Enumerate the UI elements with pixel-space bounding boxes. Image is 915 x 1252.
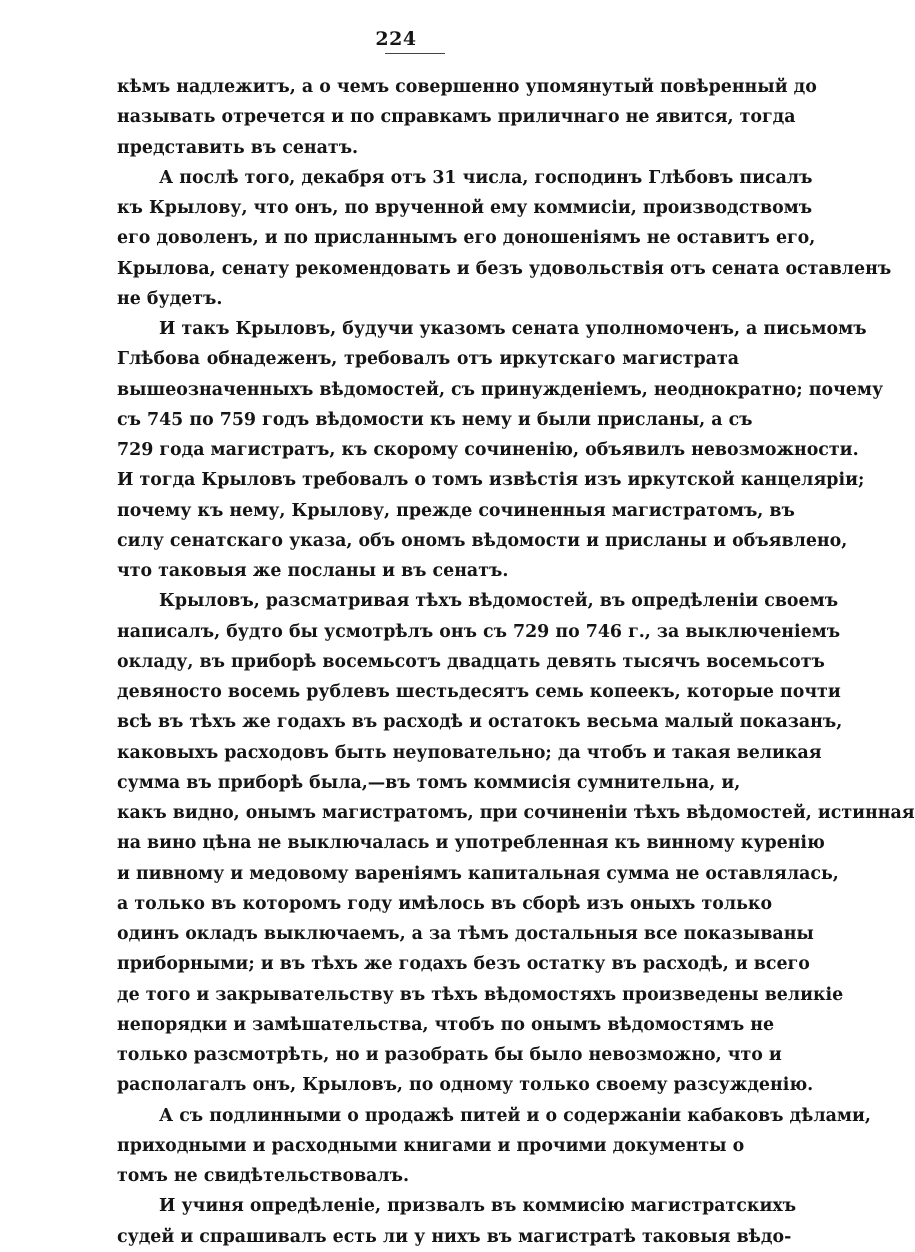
text-line: вышеозначенныхъ вѣдомостей, съ принужденіемъ, неоднократно; почему <box>117 379 884 400</box>
text-line: И тогда Крыловъ требовалъ о томъ извѣстія изъ иркутской канцеляріи; <box>117 470 865 491</box>
body-text <box>117 72 915 1252</box>
text-line: А съ подлинными о продажѣ питей и о содержаніи кабаковъ дѣлами, <box>159 1105 871 1126</box>
text-line: де того и закрывательству въ тѣхъ вѣдомостяхъ произведены великіе <box>117 984 844 1005</box>
text-line: а только въ которомъ году имѣлось въ сборѣ изъ оныхъ только <box>117 893 773 914</box>
text-line: Крыловъ, разсматривая тѣхъ вѣдомостей, въ опредѣленіи своемъ <box>159 591 839 612</box>
text-line: приборными; и въ тѣхъ же годахъ безъ остатку въ расходѣ, и всего <box>117 954 810 975</box>
text-line: представить въ сенатъ. <box>117 137 359 158</box>
header-rule <box>385 53 445 54</box>
text-line: почему къ нему, Крылову, прежде сочиненныя магистратомъ, въ <box>117 500 795 521</box>
text-line: непорядки и замѣшательства, чтобъ по онымъ вѣдомостямъ не <box>117 1014 775 1035</box>
text-line: силу сенатскаго указа, объ ономъ вѣдомости и присланы и объявлено, <box>117 530 848 551</box>
paragraph-5 <box>117 1101 871 1192</box>
text-line: И учиня опредѣленіе, призвалъ въ коммисію магистратскихъ <box>159 1196 797 1217</box>
page-number: 224 <box>375 28 417 50</box>
text-line: кѣмъ надлежитъ, а о чемъ совершенно упомянутый повѣренный до <box>117 77 817 97</box>
text-line: какъ видно, онымъ магистратомъ, при сочиненіи тѣхъ вѣдомостей, истинная <box>117 803 915 823</box>
text-line: его доволенъ, и по присланнымъ его доношеніямъ не оставитъ его, <box>117 228 816 249</box>
paragraph-6 <box>117 1191 797 1252</box>
text-line: къ Крылову, что онъ, по врученной ему коммисіи, производствомъ <box>117 198 813 218</box>
text-line: что таковыя же посланы и въ сенатъ. <box>117 561 509 581</box>
text-line: окладу, въ приборѣ восемьсотъ двадцать девять тысячъ восемьсотъ <box>117 651 825 672</box>
text-line: девяносто восемь рублевъ шестьдесятъ семь копеекъ, которые почти <box>117 682 841 702</box>
text-line: только разсмотрѣть, но и разобрать бы было невозможно, что и <box>117 1045 782 1065</box>
text-line: 729 года магистратъ, къ скорому сочиненію, объявилъ невозможности. <box>117 440 859 460</box>
text-line: томъ не свидѣтельствовалъ. <box>117 1166 410 1186</box>
text-line: одинъ окладъ выключаемъ, а за тѣмъ достальныя все показываны <box>117 924 814 944</box>
text-line: И такъ Крыловъ, будучи указомъ сената уполномоченъ, а письмомъ <box>159 319 867 339</box>
text-line: каковыхъ расходовъ быть неуповательно; да чтобъ и такая великая <box>117 742 822 763</box>
text-line: написалъ, будто бы усмотрѣлъ онъ съ 729 по 746 г., за выключеніемъ <box>117 621 841 642</box>
text-line: сумма въ приборѣ была,—въ томъ коммисія сумнительна, и, <box>117 772 741 793</box>
text-line: Глѣбова обнадеженъ, требовалъ отъ иркутскаго магистрата <box>117 349 739 370</box>
text-line: съ 745 по 759 годъ вѣдомости къ нему и были присланы, а съ <box>117 409 753 430</box>
text-line: располагалъ онъ, Крыловъ, по одному только своему разсужденію. <box>117 1075 814 1096</box>
text-line: всѣ въ тѣхъ же годахъ въ расходѣ и остатокъ весьма малый показанъ, <box>117 712 843 733</box>
paragraph-2 <box>117 163 892 314</box>
paragraph-3 <box>117 314 884 586</box>
text-line: и пивному и медовому вареніямъ капитальная сумма не оставлялась, <box>117 863 839 884</box>
text-line: не будетъ. <box>117 288 223 309</box>
paragraph-4 <box>117 586 915 1100</box>
text-line: приходными и расходными книгами и прочими документы о <box>117 1135 745 1156</box>
text-line: Крылова, сенату рекомендовать и безъ удовольствія отъ сената оставленъ <box>117 258 892 279</box>
paragraph-1 <box>117 72 817 163</box>
text-line: называть отречется и по справкамъ приличнаго не явится, тогда <box>117 107 796 128</box>
text-line: судей и спрашивалъ есть ли у нихъ въ магистратѣ таковыя вѣдо- <box>117 1226 792 1247</box>
text-line: А послѣ того, декабря отъ 31 числа, господинъ Глѣбовъ писалъ <box>159 167 813 188</box>
text-line: на вино цѣна не выключалась и употребленная къ винному куренію <box>117 833 825 854</box>
